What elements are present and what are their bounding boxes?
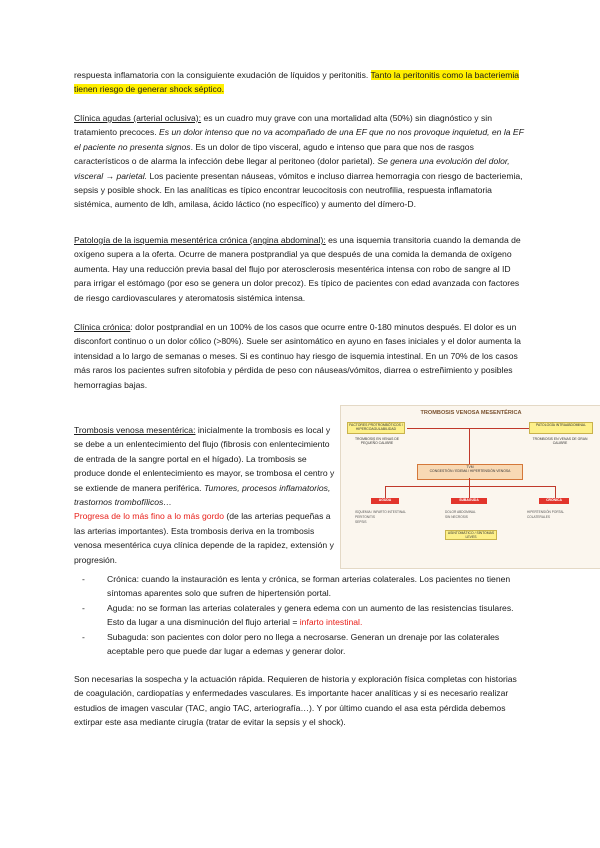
heading-patologia-cronica: Patología de la isquemia mesentérica crónica (angina abdominal): <box>74 235 326 245</box>
heading-clinica-aguda: Clínica agudas (arterial oclusiva): <box>74 113 202 123</box>
list-item: - Subaguda: son pacientes con dolor pero no llega a necrosarse. Generan un drenaje por las colaterales aceptable pero que puede dar lugar a edemas y generar dolor. <box>100 630 526 659</box>
diagram-title: TROMBOSIS VENOSA MESENTÉRICA <box>420 410 522 416</box>
red-text-progresa: Progresa de lo más fino a lo más gordo <box>74 511 224 522</box>
trombosis-diagram <box>340 405 600 569</box>
diagram-right-sub: TROMBOSIS EN VENAS DE GRAN CALIBRE <box>532 437 588 445</box>
diagram-col1-items: ISQUEMIA / INFARTO INTESTINAL PERITONITIS SEPSIS <box>355 510 407 524</box>
paragraph-patologia-cronica: Patología de la isquemia mesentérica crónica (angina abdominal): es una isquemia transitoria cuando la demanda de oxígeno supera a la oferta. Ocurre de manera postprandial ya que después de una comida la demanda de oxígeno aumenta. Hay una reducción previa basal del flujo por aterosclerosis mesentérica intensa con robo de sangre al ID para irrigar el estómago (por eso se genera un dolor precoz). Es típico de pacientes con edad avanzada con factores de riesgo cardiovasculares y ateromatosis sistémica intensa. <box>74 235 521 303</box>
diagram-col2-box: ASINTOMÁTICO / SÍNTOMAS LEVES <box>445 530 497 540</box>
diagram-col-aguda: AGUDA <box>371 498 399 504</box>
heading-trombosis: Trombosis venosa mesentérica: <box>74 425 196 435</box>
list-item: - Crónica: cuando la instauración es lenta y crónica, se forman arterias colaterales. Los pacientes no tienen síntomas aparentes solo que sufren de hipertensión portal. <box>100 572 526 601</box>
diagram-left-sub: TROMBOSIS EN VENAS DE PEQUEÑO CALIBRE <box>354 437 400 445</box>
diagram-center-box: TVM CONGESTIÓN / EDEMA / HIPERTENSIÓN VENOSA <box>417 464 523 480</box>
list-item: - Aguda: no se forman las arterias colaterales y genera edema con un aumento de las resistencias tisulares. Esto da lugar a una disminución del flujo arterial = infarto intestinal. <box>100 601 526 630</box>
highlighted-text: Tanto la peritonitis como la bacteriemia tienen riesgo de generar shock séptico. <box>74 70 520 95</box>
paragraph-trombosis: Trombosis venosa mesentérica: inicialmente la trombosis es local y se debe a un enlentecimiento del flujo (fibrosis con enlentecimiento de entrada de la sangre portal en el hígado). La trombosis se produce donde el enlentecimiento es mayor, se trombosa el centro y se extiende de manera periférica. Tumores, procesos inflamatorios, trastornos trombofílicos… Progresa de lo más fino a lo más gordo (de las arterias pequeñas a las arterias importantes). Esta trombosis deriva en la trombosis venosa mesentérica cuya clínica depende de la rapidez, extensión y progresión. <box>74 425 335 565</box>
paragraph-peritonitis: respuesta inflamatoria con la consiguiente exudación de líquidos y peritonitis. Tanto la peritonitis como la bacteriemia tienen riesgo de generar shock séptico. <box>74 70 520 95</box>
diagram-left-box: FACTORES PROTROMBÓTICOS / HIPERCOAGULABILIDAD <box>347 422 405 434</box>
diagram-col2-items: DOLOR ABDOMINAL SIN NECROSIS <box>445 510 476 519</box>
diagram-right-box: PATOLOGÍA INTRAABDOMINAL <box>529 422 593 434</box>
paragraph-clinica-cronica: Clínica crónica: dolor postprandial en un 100% de los casos que ocurre entre 0-180 minutos después. El dolor es un disconfort continuo o un dolor cólico (>80%). Suele ser asintomático en ayuno en fases iniciales y el dolor aumenta la intensidad a lo largo de semanas o meses. Si es continuo hay riesgo de isquemia intestinal. En un 70% de los casos más raros los pacientes sufren sitofobia y pérdida de peso con náuseas/vómitos, diarrea o estreñimiento y posibles hemorragias bajas. <box>74 322 521 390</box>
diagram-col3-items: HIPERTENSIÓN PORTAL COLATERALES <box>527 510 565 519</box>
trombosis-list <box>100 572 526 658</box>
paragraph-clinica-aguda: Clínica agudas (arterial oclusiva): es un cuadro muy grave con una mortalidad alta (50%) sin diagnóstico y sin tratamiento precoces. Es un dolor intenso que no va acompañado de una EF que no nos provoque inquietud, en la EF el paciente no presenta signos. Es un dolor de tipo visceral, agudo e intenso que para que nos de rasgos característicos o de alarma la infección debe llegar al peritoneo (dolor parietal). Se genera una evolución del dolor, visceral → parietal. Los paciente presentan náuseas, vómitos e incluso diarrea hemorragia con riesgo de bacteriemia, sepsis y posible shock. En las analíticas es típico encontrar leucocitosis con neutrofilia, respuesta inflamatoria sistémica, aumento de ldh, amilasa, ácido láctico (no específico) y aumento del dímero-D. <box>74 113 524 210</box>
diagram-col-cronica: CRÓNICA <box>539 498 569 504</box>
diagram-col-subaguda: SUBAGUDA <box>451 498 487 504</box>
paragraph-final: Son necesarias la sospecha y la actuación rápida. Requieren de historia y exploración física completas con historias de coagulación, cardiopatías y enfermedades vasculares. Es importante hacer analíticas y si es necesario realizar estudios de imagen vascular (TAC, angio TAC, arteriografía…). Y por último cuando el asa esta pérdida debemos extirpar este asa mediante cirugía (tratar de evitar la sepsis y el shock). <box>74 674 517 728</box>
heading-clinica-cronica: Clínica crónica <box>74 322 131 332</box>
